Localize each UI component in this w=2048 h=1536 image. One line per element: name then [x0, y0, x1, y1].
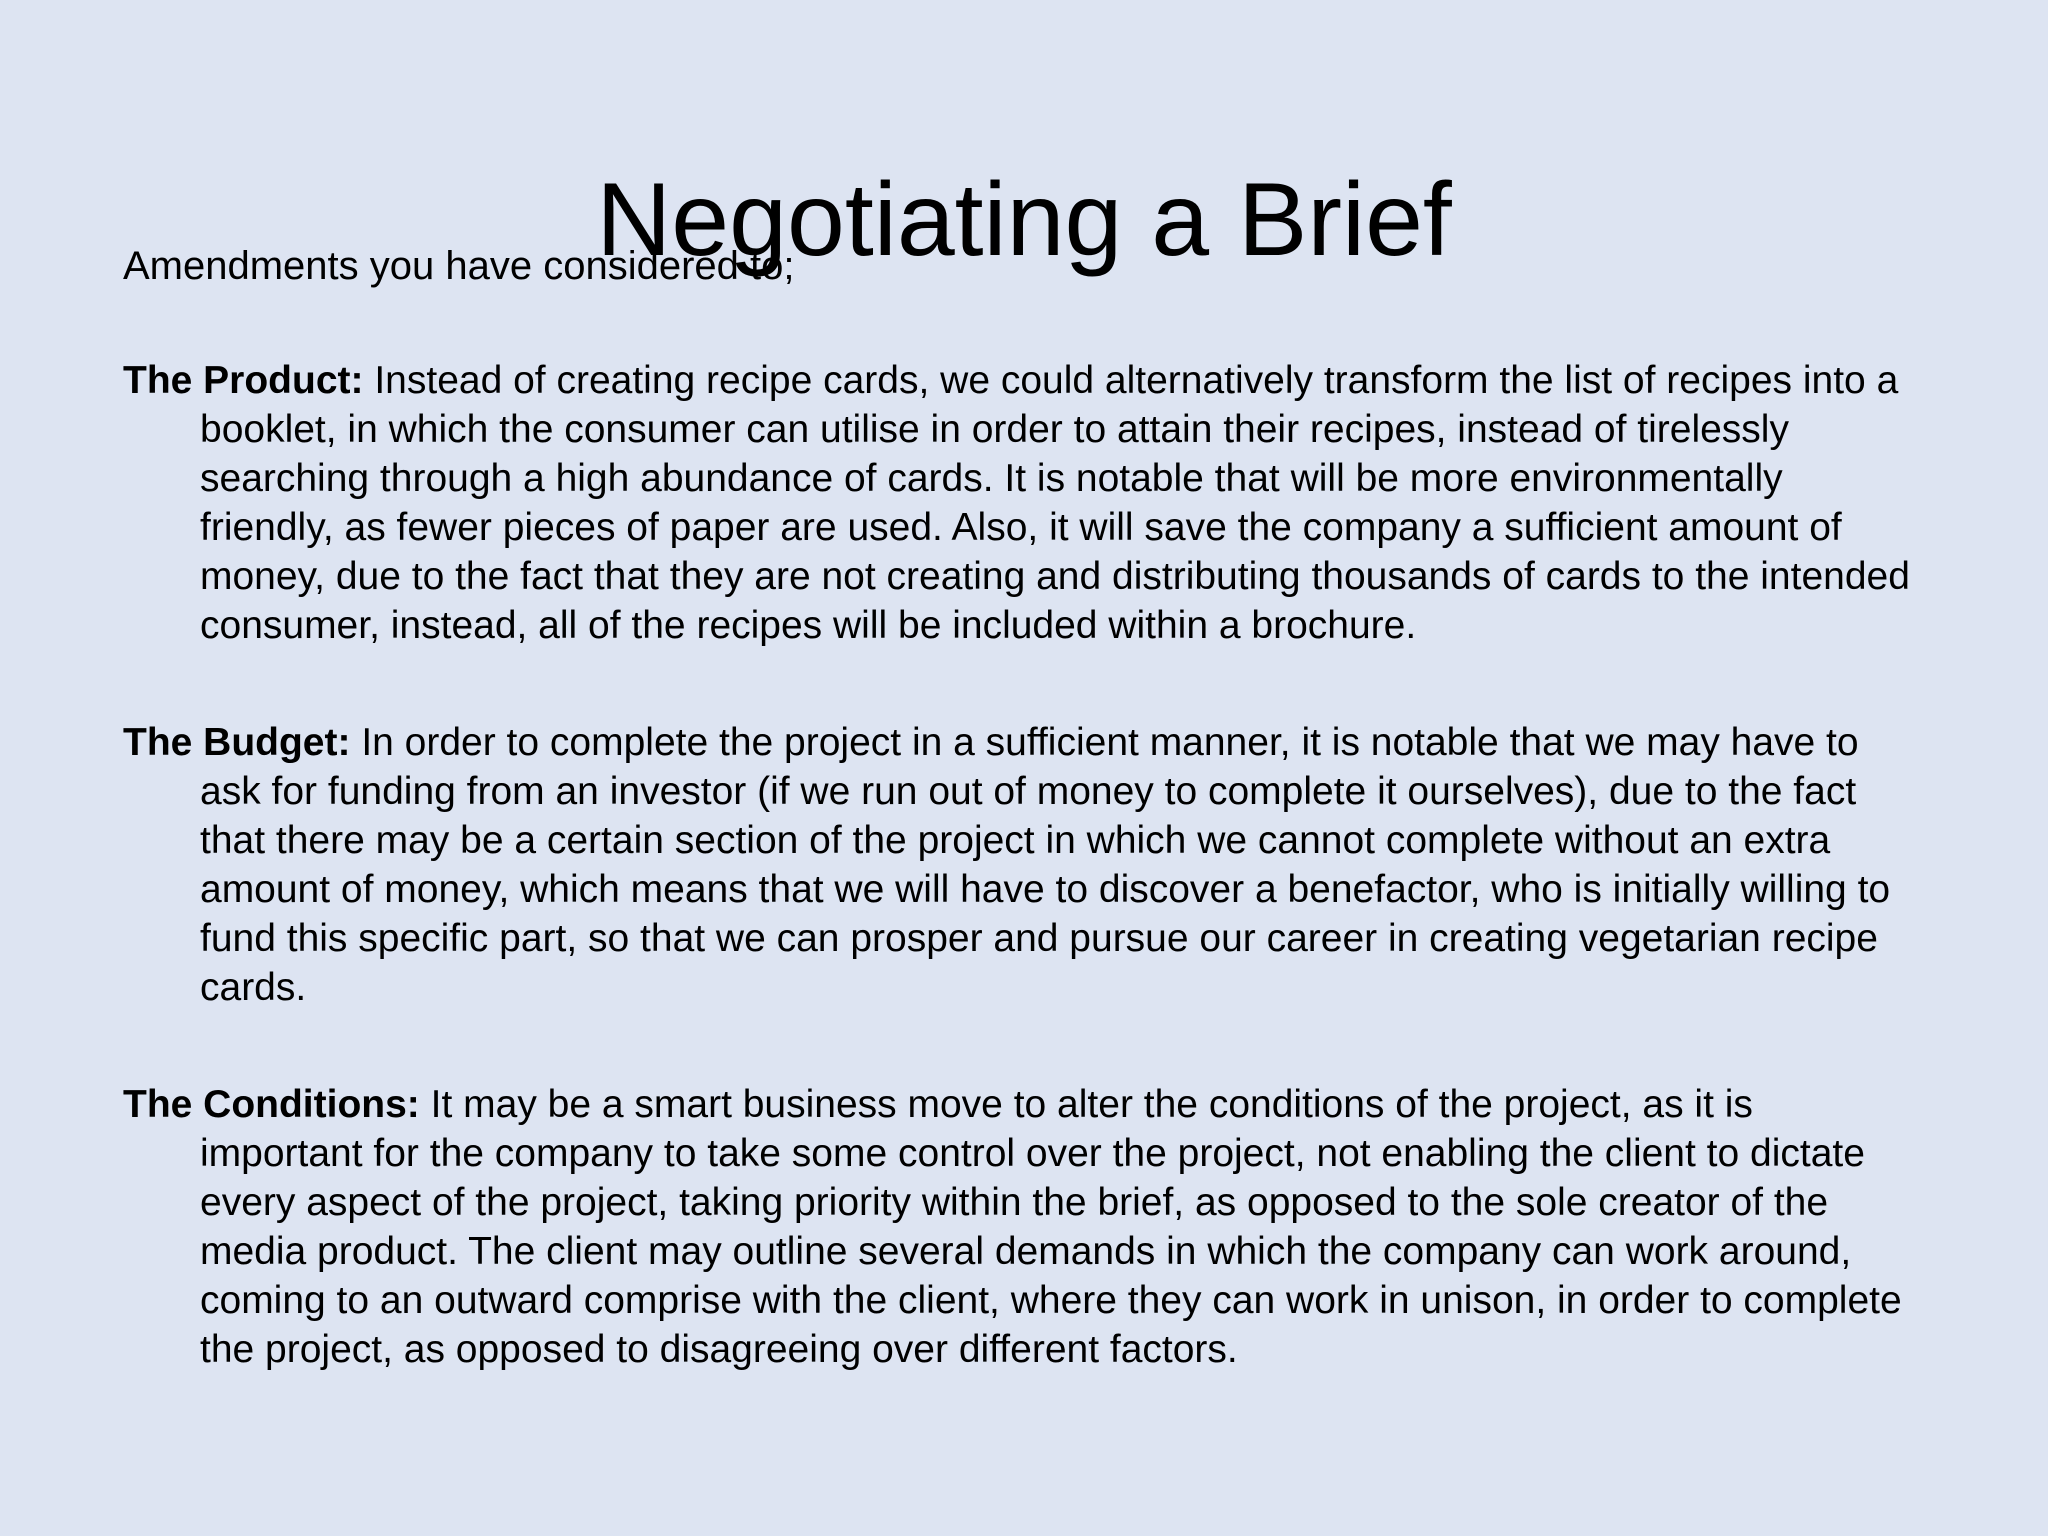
section-product-text: Instead of creating recipe cards, we could alternatively transform the list of recipes into a booklet, in which the consumer can utilise in order to attain their recipes, instead of tirelessly searching through a high abundance of cards. It is notable that will be more environmentally friendly, as fewer pieces of paper are used. Also, it will save the company a sufficient amount of money, due to the fact that they are not creating and distributing thousands of cards to the intended consumer, instead, all of the recipes will be included within a brochure.: [200, 359, 1910, 647]
section-product: [123, 356, 1923, 650]
intro-text: Amendments you have considered to;: [123, 244, 795, 288]
section-product-label: The Product:: [123, 359, 364, 402]
section-budget-label: The Budget:: [123, 721, 351, 764]
section-conditions: [123, 1080, 1923, 1374]
section-budget-text: In order to complete the project in a sufficient manner, it is notable that we may have to ask for funding from an investor (if we run out of money to complete it ourselves), due to the fact that there may be a certain section of the project in which we cannot complete without an extra amount of money, which means that we will have to discover a benefactor, who is initially willing to fund this specific part, so that we can prosper and pursue our career in creating vegetarian recipe cards.: [200, 721, 1891, 1009]
slide-content: [123, 236, 1923, 1374]
slide-title: Negotiating a Brief: [596, 161, 1452, 278]
section-conditions-label: The Conditions:: [123, 1083, 420, 1126]
section-budget: [123, 718, 1923, 1012]
section-conditions-text: It may be a smart business move to alter the conditions of the project, as it is important for the company to take some control over the project, not enabling the client to dictate every aspect of the project, taking priority within the brief, as opposed to the sole creator of the media product. The client may outline several demands in which the company can work around, coming to an outward comprise with the client, where they can work in unison, in order to complete the project, as opposed to disagreeing over different factors.: [200, 1083, 1902, 1371]
